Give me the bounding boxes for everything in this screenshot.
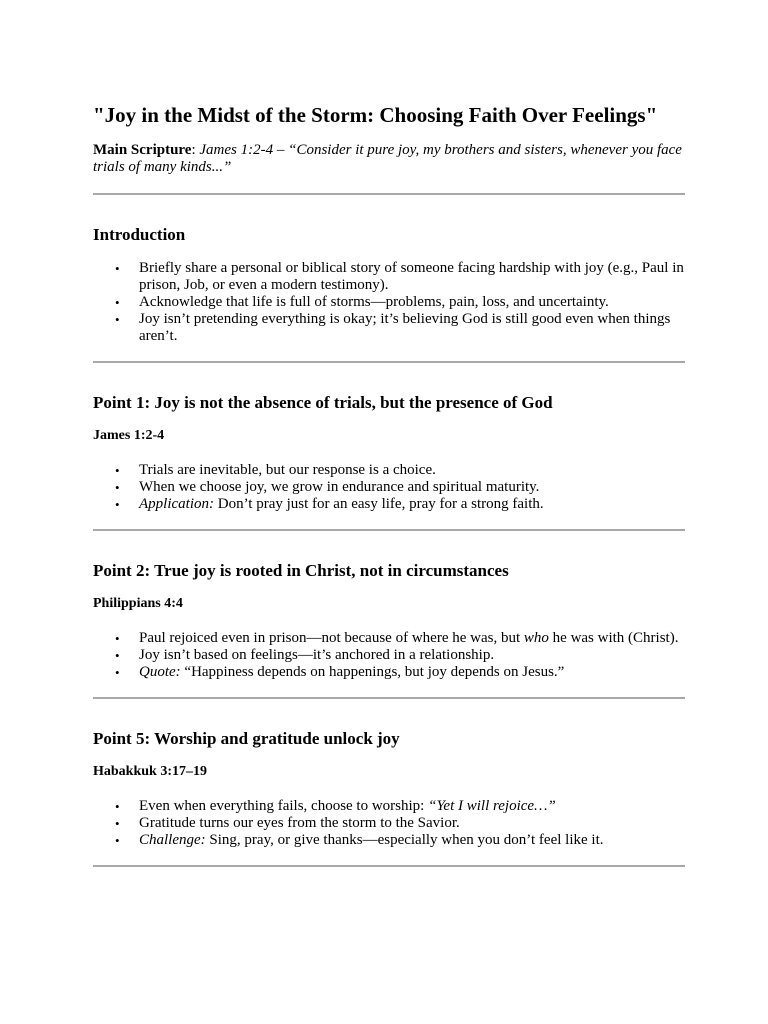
list-item	[115, 664, 685, 681]
list-item-text: Joy isn’t pretending everything is okay; it’s believing God is still good even when things aren’t.	[139, 311, 671, 344]
scripture-reference: Habakkuk 3:17–19	[93, 764, 207, 779]
list-item-text: Don’t pray just for an easy life, pray for a strong faith.	[214, 496, 544, 512]
bullet-list	[93, 260, 685, 345]
list-item	[115, 815, 685, 832]
divider	[93, 865, 685, 867]
list-item-lead: Application:	[139, 496, 214, 512]
section-introduction	[93, 225, 685, 363]
bullet-icon: •	[115, 261, 120, 276]
list-item-text: Gratitude turns our eyes from the storm to the Savior.	[139, 815, 460, 831]
divider	[93, 361, 685, 363]
section-heading: Point 2: True joy is rooted in Christ, not in circumstances	[93, 561, 509, 580]
section-heading: Introduction	[93, 225, 186, 244]
list-item	[115, 462, 685, 479]
divider	[93, 697, 685, 699]
section-point-2	[93, 561, 685, 699]
bullet-icon: •	[115, 312, 120, 327]
list-item-text: Paul rejoiced even in prison—not because of where he was, but	[139, 630, 524, 646]
list-item	[115, 798, 685, 815]
main-scripture-label: Main Scripture	[93, 142, 192, 158]
bullet-list	[93, 630, 685, 681]
bullet-icon: •	[115, 480, 120, 495]
bullet-icon: •	[115, 295, 120, 310]
bullet-icon: •	[115, 648, 120, 663]
section-heading: Point 5: Worship and gratitude unlock joy	[93, 729, 400, 748]
section-point-5	[93, 729, 685, 867]
list-item-text: Even when everything fails, choose to worship:	[139, 798, 429, 814]
list-item-text: “Happiness depends on happenings, but joy depends on Jesus.”	[180, 664, 565, 680]
list-item-text: Joy isn’t based on feelings—it’s anchored in a relationship.	[139, 647, 495, 663]
list-item-lead: Quote:	[139, 664, 181, 680]
list-item	[115, 832, 685, 849]
list-item-text: Briefly share a personal or biblical story of someone facing hardship with joy (e.g., Paul in prison, Job, or even a modern testimony).	[139, 260, 684, 293]
bullet-list	[93, 462, 685, 513]
document-title: "Joy in the Midst of the Storm: Choosing Faith Over Feelings"	[93, 103, 658, 127]
bullet-icon: •	[115, 816, 120, 831]
list-item	[115, 630, 685, 647]
list-item	[115, 294, 685, 311]
list-item	[115, 260, 685, 294]
bullet-icon: •	[115, 463, 120, 478]
list-item	[115, 647, 685, 664]
divider	[93, 193, 685, 195]
list-item-text: Trials are inevitable, but our response is a choice.	[139, 462, 436, 478]
bullet-list	[93, 798, 685, 849]
list-item-text: he was with (Christ).	[548, 630, 679, 646]
main-scripture	[93, 142, 685, 176]
section-point-1	[93, 393, 685, 531]
list-item-text: When we choose joy, we grow in endurance and spiritual maturity.	[139, 479, 540, 495]
list-item-emphasis: who	[523, 630, 549, 646]
main-scripture-colon: :	[191, 142, 196, 158]
list-item-emphasis: “Yet I will rejoice…”	[428, 798, 556, 814]
bullet-icon: •	[115, 799, 120, 814]
scripture-reference: James 1:2-4	[93, 428, 165, 443]
list-item-text: Sing, pray, or give thanks—especially when you don’t feel like it.	[205, 832, 604, 848]
list-item	[115, 496, 685, 513]
list-item-text: Acknowledge that life is full of storms—problems, pain, loss, and uncertainty.	[139, 294, 609, 310]
list-item-lead: Challenge:	[139, 832, 206, 848]
bullet-icon: •	[115, 631, 120, 646]
bullet-icon: •	[115, 833, 120, 848]
list-item	[115, 311, 685, 345]
main-scripture-text: James 1:2-4 – “Consider it pure joy, my brothers and sisters, whenever you face trials of many kinds...”	[93, 142, 682, 175]
list-item	[115, 479, 685, 496]
scripture-reference: Philippians 4:4	[93, 596, 183, 611]
section-heading: Point 1: Joy is not the absence of trials, but the presence of God	[93, 393, 553, 412]
bullet-icon: •	[115, 497, 120, 512]
bullet-icon: •	[115, 665, 120, 680]
divider	[93, 529, 685, 531]
